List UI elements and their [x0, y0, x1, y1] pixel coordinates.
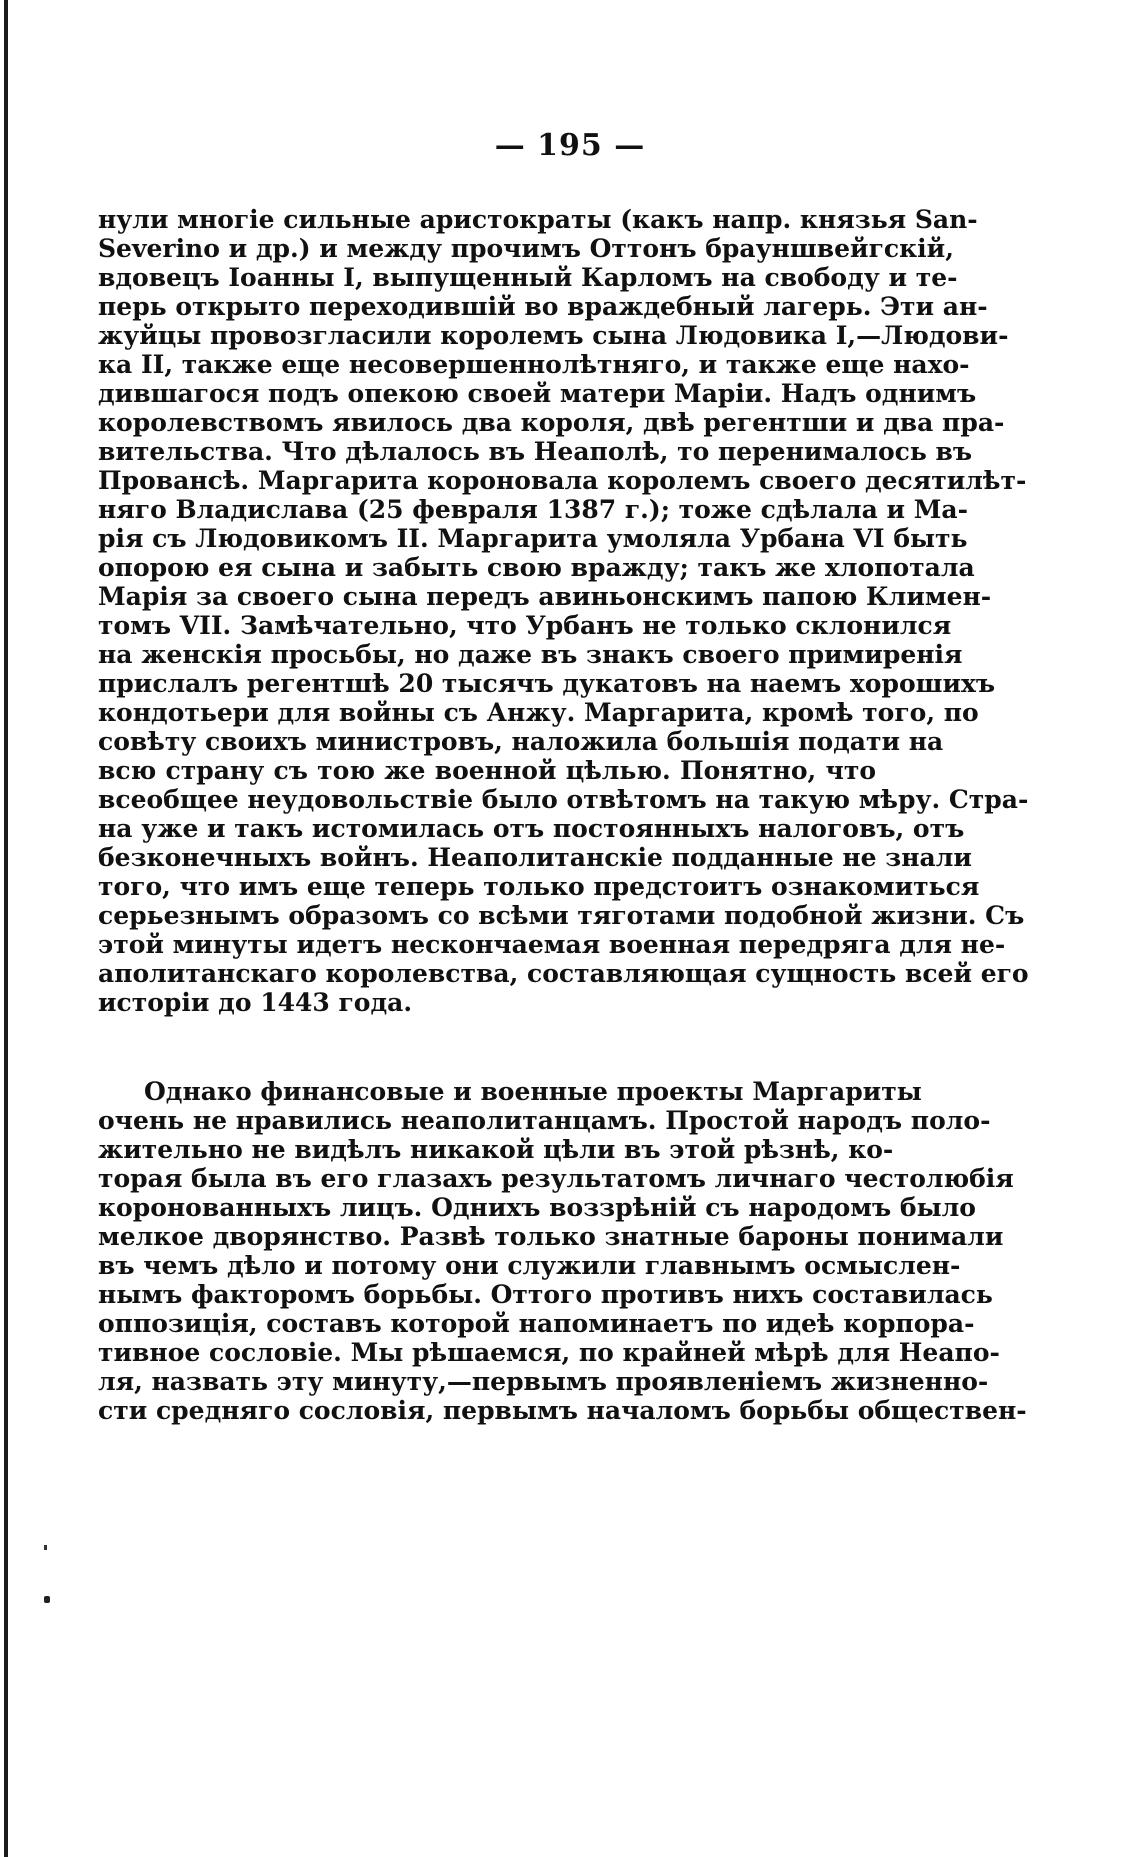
text-line: въ чемъ дѣло и потому они служили главнымъ осмыслен- [98, 1251, 961, 1280]
text-line: вительства. Что дѣлалось въ Неаполѣ, то перенималось въ [98, 437, 973, 466]
text-line: перь открыто переходившій во враждебный лагерь. Эти ан- [98, 292, 988, 321]
text-line: вдовецъ Іоанны I, выпущенный Карломъ на свободу и те- [98, 263, 958, 292]
paragraph-1 [98, 205, 1029, 1017]
text-line: сти средняго сословія, первымъ началомъ борьбы обществен- [98, 1396, 1027, 1425]
text-line: этой минуты идетъ нескончаемая военная передряга для не- [98, 930, 1006, 959]
text-line: прислалъ регентшѣ 20 тысячъ дукатовъ на наемъ хорошихъ [98, 669, 996, 698]
text-line: всеобщее неудовольствіе было отвѣтомъ на такую мѣру. Стра- [98, 785, 1029, 814]
text-line: коронованныхъ лицъ. Однихъ воззрѣній съ народомъ было [98, 1193, 976, 1222]
paragraph-2 [98, 1077, 1027, 1425]
text-line: ля, назвать эту минуту,—первымъ проявленіемъ жизненно- [98, 1367, 989, 1396]
text-line: томъ VII. Замѣчательно, что Урбанъ не только склонился [98, 611, 952, 640]
scan-speck [44, 1596, 50, 1603]
scan-edge-rule [4, 0, 8, 1857]
text-line: очень не нравились неаполитанцамъ. Простой народъ поло- [98, 1106, 991, 1135]
text-line: жуйцы провозгласили королемъ сына Людовика I,—Людови- [98, 321, 1009, 350]
text-line: жительно не видѣлъ никакой цѣли въ этой рѣзнѣ, ко- [98, 1135, 894, 1164]
text-line: нымъ факторомъ борьбы. Оттого противъ нихъ составилась [98, 1280, 993, 1309]
text-line: кондотьери для войны съ Анжу. Маргарита, кромѣ того, по [98, 698, 979, 727]
text-line: оппозиція, составъ которой напоминаетъ по идеѣ корпора- [98, 1309, 975, 1338]
page-number: — 195 — [494, 128, 646, 163]
text-line: королевствомъ явилось два короля, двѣ регентши и два пра- [98, 408, 1005, 437]
text-line: на женскія просьбы, но даже въ знакъ своего примиренія [98, 640, 963, 669]
text-line: на уже и такъ истомилась отъ постоянныхъ налоговъ, отъ [98, 814, 965, 843]
text-line: опорою ея сына и забыть свою вражду; такъ же хлопотала [98, 553, 975, 582]
scan-speck [44, 1545, 47, 1550]
text-line: всю страну съ тою же военной цѣлью. Понятно, что [98, 756, 876, 785]
text-line: Провансѣ. Маргарита короновала королемъ своего десятилѣт- [98, 466, 1027, 495]
text-line: тивное сословіе. Мы рѣшаемся, по крайней мѣрѣ для Неапо- [98, 1338, 1000, 1367]
text-line: аполитанскаго королевства, составляющая сущность всей его [98, 959, 1029, 988]
text-line: ка II, также еще несовершеннолѣтняго, и также еще нахо- [98, 350, 970, 379]
text-line: няго Владислава (25 февраля 1387 г.); тоже сдѣлала и Ма- [98, 495, 968, 524]
text-line: нули многіе сильные аристократы (какъ напр. князья San- [98, 205, 978, 234]
text-line: Однако финансовые и военные проекты Маргариты [144, 1077, 922, 1106]
text-line: безконечныхъ войнъ. Неаполитанскіе подданные не знали [98, 843, 972, 872]
text-line: Марія за своего сына передъ авиньонскимъ папою Климен- [98, 582, 992, 611]
text-line: Severino и др.) и между прочимъ Оттонъ брауншвейгскій, [98, 234, 954, 263]
text-line: торая была въ его глазахъ результатомъ личнаго честолюбія [98, 1164, 1014, 1193]
text-line: совѣту своихъ министровъ, наложила большія подати на [98, 727, 944, 756]
text-line: рія съ Людовикомъ II. Маргарита умоляла Урбана VI быть [98, 524, 968, 553]
text-line: серьезнымъ образомъ со всѣми тяготами подобной жизни. Съ [98, 901, 1025, 930]
text-line: дившагося подъ опекою своей матери Маріи. Надъ однимъ [98, 379, 977, 408]
text-line: того, что имъ еще теперь только предстоитъ ознакомиться [98, 872, 980, 901]
text-line: исторіи до 1443 года. [98, 988, 413, 1017]
text-line: мелкое дворянство. Развѣ только знатные бароны понимали [98, 1222, 1004, 1251]
